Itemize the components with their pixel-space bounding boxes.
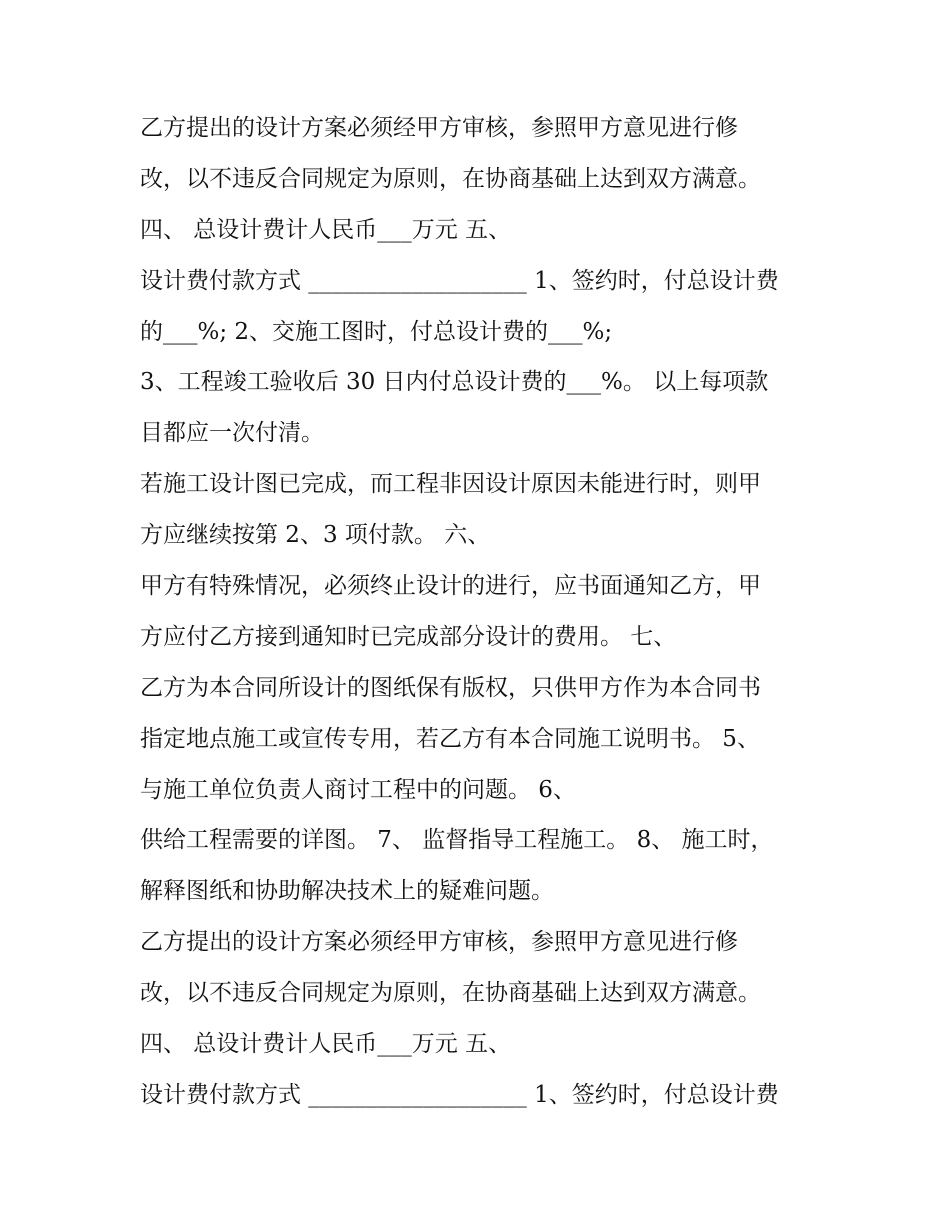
text-line: 四、 总设计费计人民币___万元 五、 <box>140 1031 512 1058</box>
text-line: 方应继续按第 2、3 项付款。 六、 <box>140 522 491 549</box>
text-line: 设计费付款方式 ___________________ 1、签约时，付总设计费 <box>140 267 779 294</box>
text-line: 设计费付款方式 ___________________ 1、签约时，付总设计费 <box>140 1081 779 1108</box>
text-line: 若施工设计图已完成，而工程非因设计原因未能进行时，则甲 <box>140 471 761 498</box>
contract-text-body <box>140 103 820 1121</box>
text-line: 方应付乙方接到通知时已完成部分设计的费用。 七、 <box>140 623 677 650</box>
text-line: 的___%; 2、交施工图时，付总设计费的___%; <box>140 318 613 345</box>
text-line: 改，以不违反合同规定为原则，在协商基础上达到双方满意。 <box>140 980 761 1007</box>
text-line: 乙方提出的设计方案必须经甲方审核，参照甲方意见进行修 <box>140 115 738 141</box>
text-line: 解释图纸和协助解决技术上的疑难问题。 <box>140 878 554 905</box>
text-line: 乙方为本合同所设计的图纸保有版权，只供甲方作为本合同书 <box>140 674 761 701</box>
text-line: 甲方有特殊情况，必须终止设计的进行，应书面通知乙方，甲 <box>140 573 761 600</box>
text-line: 供给工程需要的详图。 7、 监督指导工程施工。 8、 施工时， <box>140 827 774 854</box>
text-line: 乙方提出的设计方案必须经甲方审核，参照甲方意见进行修 <box>140 929 738 956</box>
text-line: 改，以不违反合同规定为原则，在协商基础上达到双方满意。 <box>140 165 761 192</box>
text-line: 指定地点施工或宣传专用，若乙方有本合同施工说明书。 5、 <box>140 725 760 752</box>
text-line: 与施工单位负责人商讨工程中的问题。 6、 <box>140 776 576 803</box>
text-line: 3、工程竣工验收后 30 日内付总设计费的___%。 以上每项款 <box>140 369 769 396</box>
text-line: 四、 总设计费计人民币___万元 五、 <box>140 216 512 243</box>
text-line: 目都应一次付清。 <box>140 420 324 447</box>
